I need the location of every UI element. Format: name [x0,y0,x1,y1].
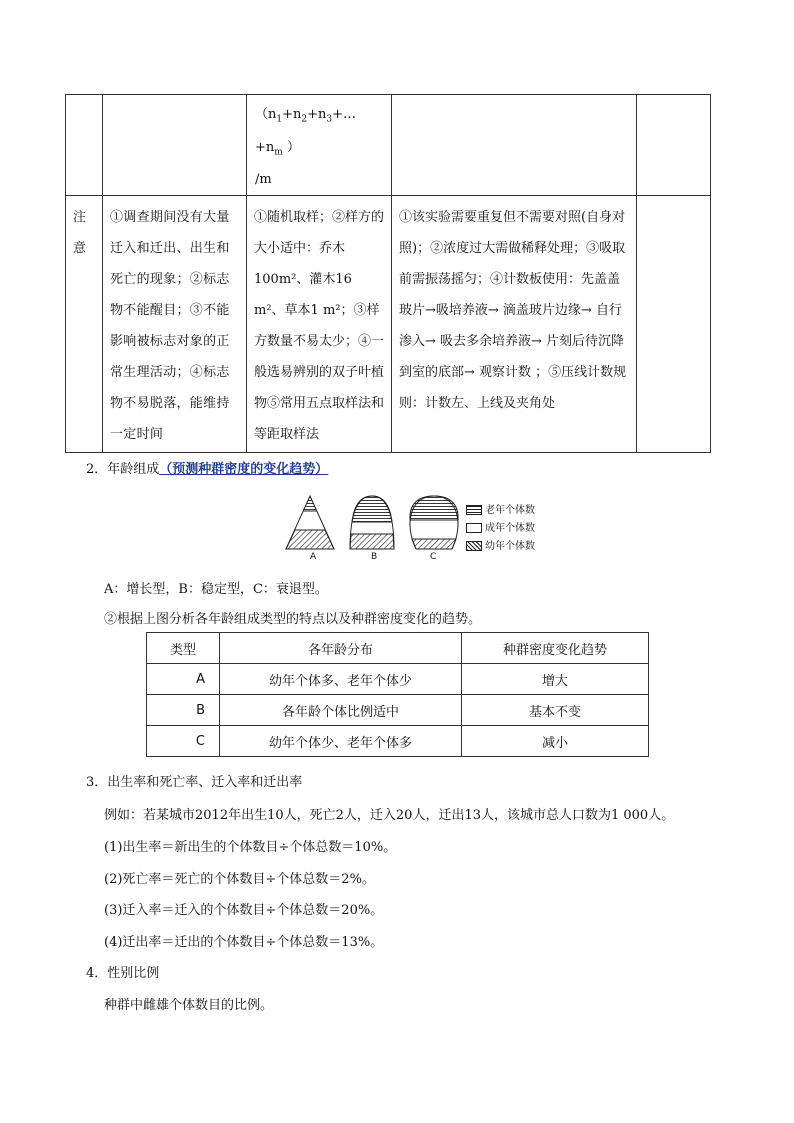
pyramid-label-c: C [430,552,437,562]
rate-item: (2)死亡率＝死亡的个体数目÷个体总数＝2%。 [104,872,375,887]
legend-elderly [466,501,535,516]
yeast-notes-cell [392,196,637,453]
heading-link[interactable]: （预测种群密度的变化趋势） [159,462,329,477]
rate-item: (1)出生率＝新出生的个体数目÷个体总数＝10%。 [104,840,397,855]
formula-sub: 2 [301,114,308,125]
rate-item: (3)迁入率＝迁入的个体数目÷个体总数＝20%。 [104,903,384,918]
table-header: 类型 [147,633,220,664]
formula-text: ） [282,139,300,155]
table-cell: 减小 [462,726,649,757]
table-header-row [147,633,649,664]
section-3-heading: 3．出生率和死亡率、迁入率和迁出率 [86,775,303,790]
sex-ratio-text: 种群中雌雄个体数目的比例。 [104,998,274,1013]
table-row [147,695,649,726]
table-header: 种群密度变化趋势 [462,633,649,664]
legend-adult [466,519,535,534]
legend-label: 成年个体数 [485,523,535,534]
table-row [147,664,649,695]
empty-cell [392,95,637,196]
age-pyramids-figure [280,494,460,554]
quadrat-notes: ①随机取样；②样方的大小适中：乔木100m²、灌木16 m²、草本1 m²；③样方数量不易太少；④一般选易辨别的双子叶植物⑤常用五点取样法和等距取样法 [254,210,385,442]
mark-recapture-notes-cell [103,196,247,453]
table-cell: 基本不变 [462,695,649,726]
legend-elderly-swatch [466,505,482,515]
pyramid-b [350,496,394,549]
table-header: 各年龄分布 [220,633,462,664]
section-2-heading [86,458,328,477]
legend-adult-swatch [466,523,482,533]
row-label: 注 意 [73,210,87,256]
quadrat-notes-cell [247,196,392,453]
formula-text: +n [307,107,327,122]
formula-text: （n [255,107,277,122]
table-cell: 各年龄个体比例适中 [220,695,462,726]
legend-young-swatch [466,541,482,551]
pyramid-label-b: B [371,552,378,562]
row-label-cell [66,196,103,453]
empty-cell [103,95,247,196]
empty-cell [637,95,711,196]
table-cell: 幼年个体多、老年个体少 [220,664,462,695]
legend-label: 幼年个体数 [485,541,535,552]
formula-text: +n [282,107,302,122]
formula-sub: 1 [276,114,283,125]
analysis-line: ②根据上图分析各年龄组成类型的特点以及种群密度变化的趋势。 [104,612,482,627]
pyramid-label-a: A [310,552,317,562]
section-4-heading: 4．性别比例 [86,966,160,981]
table-row [147,726,649,757]
table-cell: A [147,664,220,695]
table-cell: B [147,695,220,726]
pyramid-a [286,496,334,549]
pyramid-c [410,496,458,549]
formula-text: +…+n [255,107,357,155]
heading-text: 2．年龄组成 [86,462,160,477]
formula-sub: 3 [326,114,333,125]
empty-cell [637,196,711,453]
table-cell: C [147,726,220,757]
table-cell: 增大 [462,664,649,695]
formula-sub: m [274,147,283,158]
formula-cell [247,95,392,196]
legend-young [466,537,535,552]
rate-item: (4)迁出率＝迁出的个体数目÷个体总数＝13%。 [104,935,384,950]
methods-table [65,94,711,453]
formula-text: /m [255,172,272,188]
types-line: A：增长型，B：稳定型，C：衰退型。 [104,582,328,597]
empty-cell [66,95,103,196]
mark-recapture-notes: ①调查期间没有大量迁入和迁出、出生和死亡的现象；②标志物不能醒目；③不能影响被标志对象的正常生理活动；④标志物不易脱落，能维持一定时间 [110,210,230,442]
example-line: 例如：若某城市2012年出生10人，死亡2人，迁入20人，迁出13人，该城市总人口数为1 000人。 [104,808,675,823]
age-structure-table [146,632,649,757]
yeast-notes: ①该实验需要重复但不需要对照(自身对照)；②浓度过大需做稀释处理；③吸取前需振荡摇匀；④计数板使用：先盖盖玻片→吸培养液→ 滴盖玻片边缘→ 自行渗入→ 吸去多余培养液→ 片刻后待沉降到室的底部→ 观察计数 ；⑤压线计数规则：计数左、上线及夹角处 [399,210,627,411]
table-cell: 幼年个体少、老年个体多 [220,726,462,757]
legend-label: 老年个体数 [485,505,535,516]
